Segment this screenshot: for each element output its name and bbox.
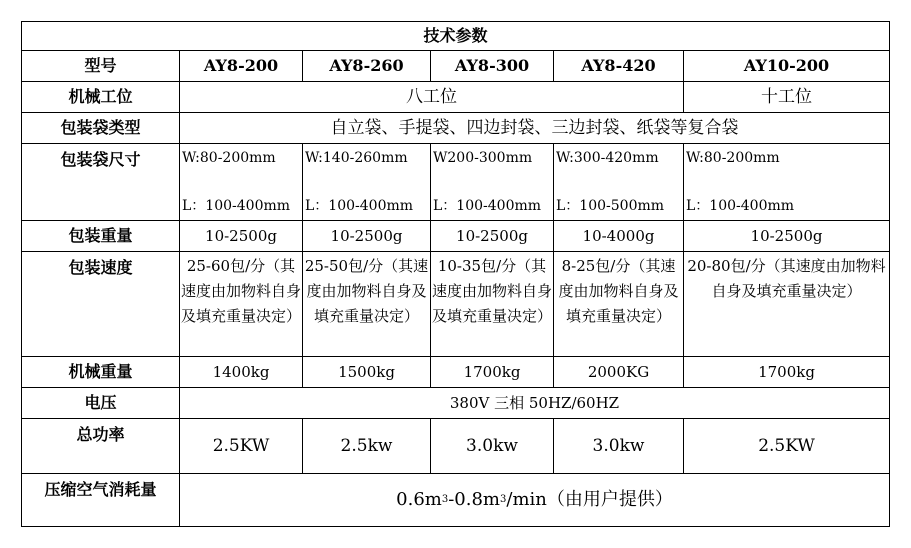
bag-width: W:80-200mm xyxy=(182,150,276,166)
station-eight: 八工位 xyxy=(179,81,684,113)
power-ay8-200: 2.5KW xyxy=(179,418,303,474)
weight-ay8-260: 10-2500g xyxy=(302,220,431,252)
bag-type-label: 包装袋类型 xyxy=(21,112,180,144)
power-ay8-420: 3.0kw xyxy=(553,418,684,474)
weight-ay8-200: 10-2500g xyxy=(179,220,303,252)
model-ay10-200: AY10-200 xyxy=(683,50,890,82)
air-unit-exp: 3 xyxy=(441,494,449,505)
power-ay8-300: 3.0kw xyxy=(430,418,554,474)
table-title: 技术参数 xyxy=(21,21,890,51)
weight-label: 包装重量 xyxy=(21,220,180,252)
power-ay8-260: 2.5kw xyxy=(302,418,431,474)
bag-length: L：100-400mm xyxy=(182,198,291,214)
air-suffix: /min（由用户提供） xyxy=(506,489,673,510)
weight-ay10-200: 10-2500g xyxy=(683,220,890,252)
bag-width: W200-300mm xyxy=(433,150,533,166)
machine-weight-ay8-260: 1500kg xyxy=(302,356,431,388)
weight-ay8-420: 10-4000g xyxy=(553,220,684,252)
bag-length: L：100-400mm xyxy=(686,198,795,214)
bag-size-ay8-420 xyxy=(553,143,684,221)
machine-weight-ay8-200: 1400kg xyxy=(179,356,303,388)
machine-weight-ay8-300: 1700kg xyxy=(430,356,554,388)
speed-ay8-200: 25-60包/分（其速度由加物料自身及填充重量决定） xyxy=(179,251,303,357)
air-label: 压缩空气消耗量 xyxy=(21,473,180,527)
bag-size-ay8-300 xyxy=(430,143,554,221)
air-max: -0.8m xyxy=(448,489,500,510)
model-ay8-420: AY8-420 xyxy=(553,50,684,82)
machine-weight-label: 机械重量 xyxy=(21,356,180,388)
machine-weight-ay10-200: 1700kg xyxy=(683,356,890,388)
bag-size-ay8-260 xyxy=(302,143,431,221)
bag-length: L：100-400mm xyxy=(433,198,542,214)
speed-ay8-420: 8-25包/分（其速度由加物料自身及填充重量决定） xyxy=(553,251,684,357)
model-ay8-300: AY8-300 xyxy=(430,50,554,82)
speed-ay10-200: 20-80包/分（其速度由加物料自身及填充重量决定） xyxy=(683,251,890,357)
weight-ay8-300: 10-2500g xyxy=(430,220,554,252)
voltage-value: 380V 三相 50HZ/60HZ xyxy=(179,387,890,419)
station-label: 机械工位 xyxy=(21,81,180,113)
model-label: 型号 xyxy=(21,50,180,82)
power-label: 总功率 xyxy=(21,418,180,474)
model-ay8-260: AY8-260 xyxy=(302,50,431,82)
bag-size-ay10-200 xyxy=(683,143,890,221)
station-ten: 十工位 xyxy=(683,81,890,113)
air-value xyxy=(179,473,890,527)
bag-width: W:300-420mm xyxy=(556,150,659,166)
bag-size-ay8-200 xyxy=(179,143,303,221)
speed-ay8-300: 10-35包/分（其速度由加物料自身及填充重量决定） xyxy=(430,251,554,357)
machine-weight-ay8-420: 2000KG xyxy=(553,356,684,388)
bag-length: L：100-400mm xyxy=(305,198,414,214)
voltage-label: 电压 xyxy=(21,387,180,419)
speed-ay8-260: 25-50包/分（其速度由加物料自身及填充重量决定） xyxy=(302,251,431,357)
bag-size-label: 包装袋尺寸 xyxy=(21,143,180,221)
speed-label: 包装速度 xyxy=(21,251,180,357)
bag-width: W:80-200mm xyxy=(686,150,780,166)
bag-width: W:140-260mm xyxy=(305,150,408,166)
power-ay10-200: 2.5KW xyxy=(683,418,890,474)
model-ay8-200: AY8-200 xyxy=(179,50,303,82)
air-min: 0.6m xyxy=(396,489,442,510)
air-unit-exp: 3 xyxy=(500,494,507,505)
bag-type-value: 自立袋、手提袋、四边封袋、三边封袋、纸袋等复合袋 xyxy=(179,112,890,144)
bag-length: L：100-500mm xyxy=(556,198,665,214)
